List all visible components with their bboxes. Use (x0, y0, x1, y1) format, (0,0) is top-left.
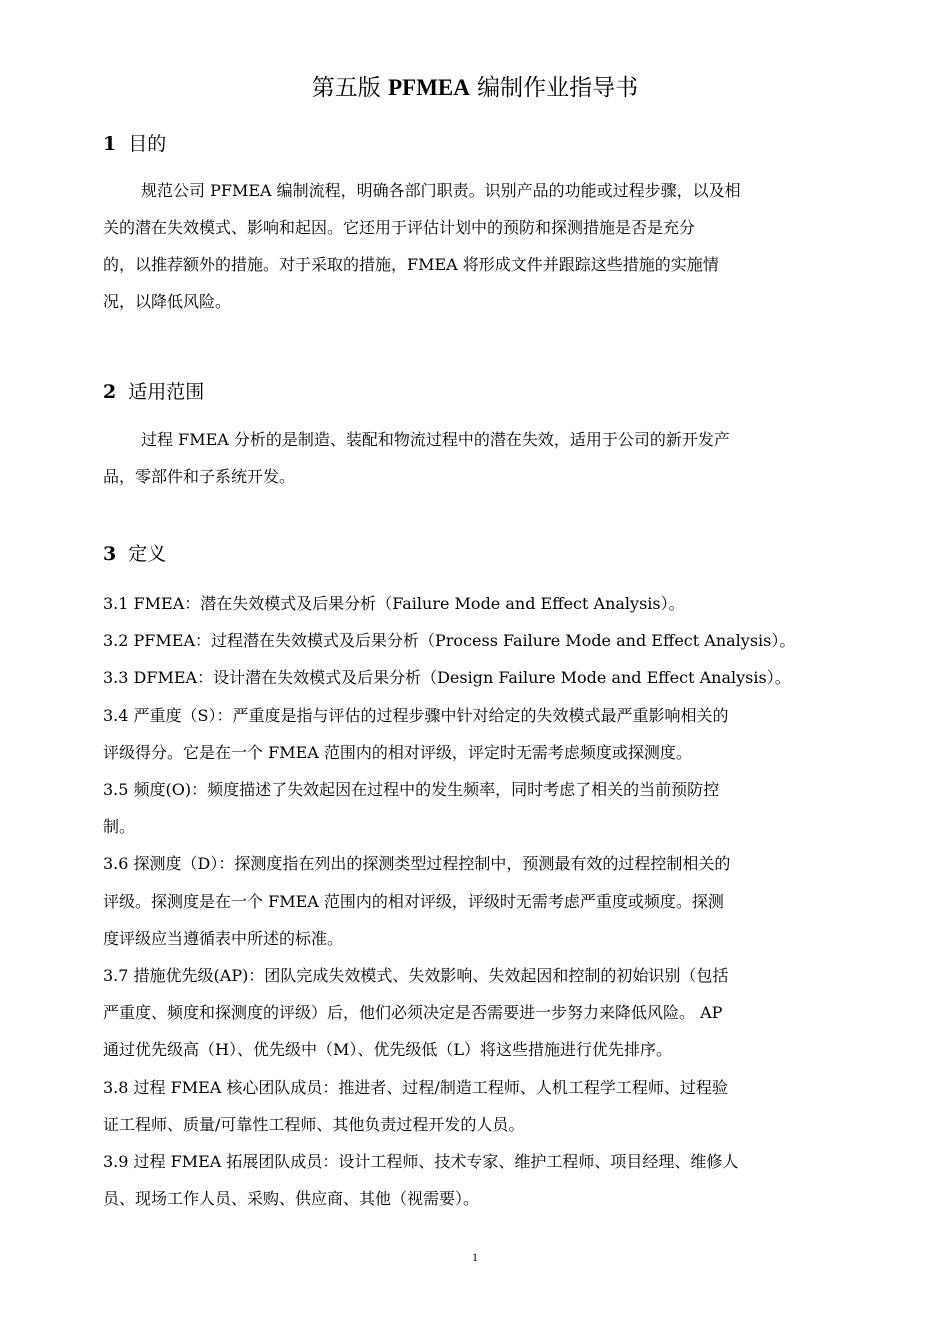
paragraph-line: 品，零部件和子系统开发。 (103, 467, 296, 486)
definition-line: 员、现场工作人员、采购、供应商、其他（视需要）。 (103, 1189, 480, 1209)
definition-line: 评级得分。它是在一个 FMEA 范围内的相对评级，评定时无需考虑频度或探测度。 (103, 742, 692, 762)
definition-line: 3.4 严重度（S）：严重度是指与评估的过程步骤中针对给定的失效模式最严重影响相关的 (103, 705, 729, 725)
title-suffix: 编制作业指导书 (469, 75, 639, 101)
document-title (0, 72, 950, 104)
definitions-list (103, 585, 848, 1217)
section-number: 3 (103, 543, 117, 565)
section-number: 1 (103, 133, 117, 155)
section-1-heading (103, 130, 166, 158)
definition-line: 3.2 PFMEA：过程潜在失效模式及后果分析（Process Failure Mode and Effect Analysis）。 (103, 631, 796, 651)
section-2-body (103, 421, 848, 495)
definition-line: 评级。探测度是在一个 FMEA 范围内的相对评级，评级时无需考虑严重度或频度。探测 (103, 891, 724, 911)
title-bold: PFMEA (388, 75, 470, 100)
definition-line: 证工程师、质量/可靠性工程师、其他负责过程开发的人员。 (103, 1114, 525, 1134)
definition-line: 3.6 探测度（D）：探测度指在列出的探测类型过程控制中，预测最有效的过程控制相关的 (103, 854, 731, 874)
section-title: 定义 (128, 543, 167, 565)
definition-line: 3.8 过程 FMEA 核心团队成员：推进者、过程/制造工程师、人机工程学工程师、过程验 (103, 1077, 728, 1097)
title-prefix: 第五版 (311, 75, 389, 101)
definition-line: 度评级应当遵循表中所述的标准。 (103, 928, 344, 948)
definition-line: 3.5 频度(O)：频度描述了失效起因在过程中的发生频率，同时考虑了相关的当前预防控 (103, 780, 720, 800)
section-3-heading (103, 540, 166, 568)
paragraph-line: 况，以降低风险。 (103, 292, 232, 311)
definition-line: 通过优先级高（H）、优先级中（M）、优先级低（L）将这些措施进行优先排序。 (103, 1040, 672, 1060)
section-number: 2 (103, 381, 117, 403)
definition-line: 严重度、频度和探测度的评级）后，他们必须决定是否需要进一步努力来降低风险。 AP (103, 1003, 723, 1023)
paragraph-line: 的，以推荐额外的措施。对于采取的措施，FMEA 将形成文件并跟踪这些措施的实施情 (103, 255, 719, 274)
definition-line: 3.7 措施优先级(AP)：团队完成失效模式、失效影响、失效起因和控制的初始识别（包括 (103, 966, 729, 986)
definition-line: 制。 (103, 817, 136, 837)
section-title: 目的 (128, 133, 167, 155)
section-1-body (103, 172, 848, 320)
paragraph-line: 关的潜在失效模式、影响和起因。它还用于评估计划中的预防和探测措施是否是充分 (103, 218, 696, 237)
paragraph-line: 过程 FMEA 分析的是制造、装配和物流过程中的潜在失效，适用于公司的新开发产 (141, 430, 730, 449)
paragraph-line: 规范公司 PFMEA 编制流程，明确各部门职责。识别产品的功能或过程步骤，以及相 (141, 181, 741, 200)
section-title: 适用范围 (128, 381, 205, 403)
definition-line: 3.1 FMEA：潜在失效模式及后果分析（Failure Mode and Effect Analysis）。 (103, 594, 685, 613)
section-2-heading (103, 378, 204, 406)
definition-line: 3.3 DFMEA：设计潜在失效模式及后果分析（Design Failure Mode and Effect Analysis）。 (103, 668, 791, 688)
definition-line: 3.9 过程 FMEA 拓展团队成员：设计工程师、技术专家、维护工程师、项目经理、维修人 (103, 1152, 739, 1172)
page-number: 1 (472, 1250, 478, 1264)
